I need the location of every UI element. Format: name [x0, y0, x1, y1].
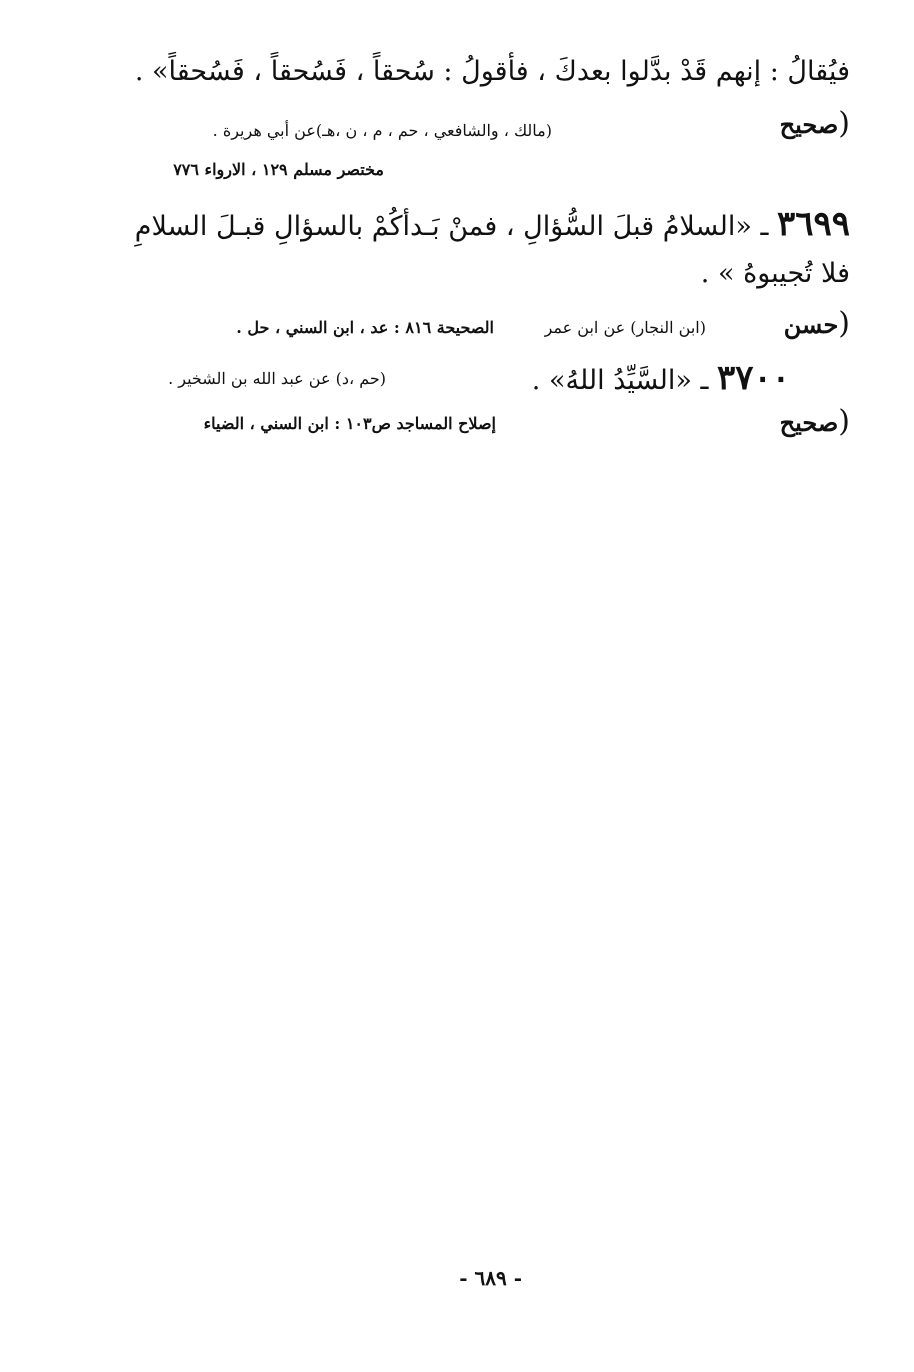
page-number: - ٦٨٩ - — [459, 1266, 522, 1290]
hadith-continuation-line: فيُقالُ : إنهم قَدْ بدَّلوا بعدكَ ، فأقولُ : سُحقاً ، فَسُحقاً ، فَسُحقاً» . — [134, 56, 850, 87]
hadith-sources: (ابن النجار) عن ابن عمر — [544, 318, 706, 337]
hadith-text: ـ «السَّيِّدُ اللهُ» . — [531, 365, 709, 396]
hadith-sources: (حم ،د) عن عبد الله بن الشخير . — [168, 369, 386, 388]
grade-label: حسن — [783, 310, 839, 339]
hadith-number: ٣٧٠٠ — [716, 358, 790, 398]
hadith-3699-text — [135, 204, 850, 244]
hadith-3699-text-line2: فلا تُجيبوهُ » . — [700, 258, 850, 289]
grade-label: صحيح — [779, 110, 839, 139]
hadith-3700-text — [532, 358, 790, 398]
hadith-sources: (مالك ، والشافعي ، حم ، م ، ن ،هـ)عن أبي هريرة . — [212, 121, 552, 140]
hadith-references: مختصر مسلم ١٢٩ ، الارواء ٧٧٦ — [173, 160, 384, 179]
hadith-text: ـ «السلامُ قبلَ السُّؤالِ ، فمنْ بَـدأكُمْ بالسؤالِ قبـلَ السلامِ — [134, 211, 769, 242]
grade-badge-hasan: (حسن — [783, 306, 850, 341]
hadith-references: الصحيحة ٨١٦ : عد ، ابن السني ، حل . — [236, 318, 494, 337]
grade-badge-sahih: (صحيح — [779, 404, 850, 439]
hadith-number: ٣٦٩٩ — [776, 204, 850, 244]
grade-badge-sahih: (صحيح — [779, 106, 850, 141]
hadith-references: إصلاح المساجد ص١٠٣ : ابن السني ، الضياء — [203, 414, 496, 433]
grade-label: صحيح — [779, 408, 839, 437]
